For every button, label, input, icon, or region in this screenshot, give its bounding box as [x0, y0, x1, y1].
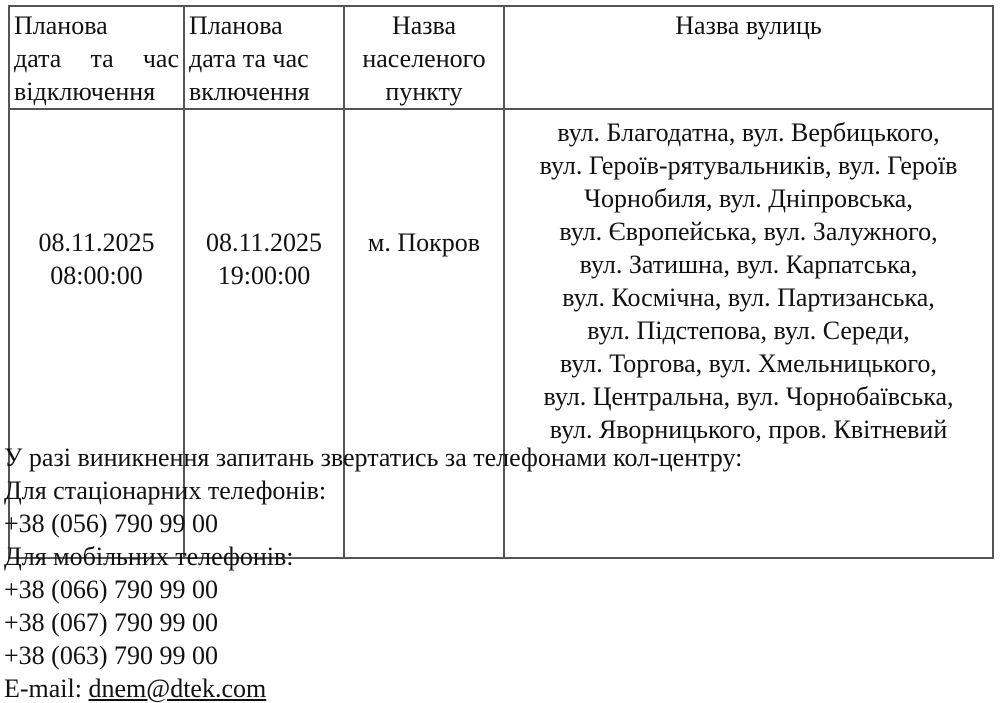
landline-label: Для стаціонарних телефонів: [4, 476, 327, 505]
header-locality-line-3: пункту [385, 77, 463, 106]
streets-line: вул. Благодатна, вул. Вербицького, [557, 118, 940, 147]
table-header-row [9, 6, 993, 109]
header-off-datetime [9, 6, 184, 109]
off-date: 08.11.2025 [38, 228, 155, 257]
email-link[interactable]: dnem@dtek.com [88, 674, 267, 703]
header-off-line-3: відключення [14, 77, 156, 106]
mobile-phone: +38 (067) 790 99 00 [4, 608, 218, 637]
locality-name: м. Покров [367, 228, 481, 257]
streets-line: вул. Центральна, вул. Чорнобаївська, [543, 382, 954, 411]
streets-line: вул. Космічна, вул. Партизанська, [562, 283, 935, 312]
contact-intro: У разі виникнення запитань звертатись за телефонами кол-центру: [4, 443, 743, 472]
header-off-line-1: Планова [14, 11, 108, 40]
streets-line: вул. Європейська, вул. Залужного, [559, 217, 938, 246]
email-label: E-mail: [4, 674, 89, 703]
header-locality-line-1: Назва [391, 11, 457, 40]
header-locality-line-2: населеного [362, 44, 486, 73]
header-on-line-3: включення [189, 77, 310, 106]
streets-line: Чорнобиля, вул. Дніпровська, [584, 184, 913, 213]
header-on-datetime [184, 6, 344, 109]
streets-line: вул. Героїв-рятувальників, вул. Героїв [539, 151, 958, 180]
streets-line: вул. Яворницького, пров. Квітневий [549, 415, 948, 444]
landline-phone: +38 (056) 790 99 00 [4, 509, 218, 538]
mobile-phone: +38 (066) 790 99 00 [4, 575, 218, 604]
header-streets: Назва вулиць [504, 6, 993, 109]
streets-line: вул. Підстепова, вул. Середи, [587, 316, 910, 345]
streets-line: вул. Торгова, вул. Хмельницького, [560, 349, 937, 378]
off-time: 08:00:00 [50, 261, 143, 290]
email-row [4, 672, 742, 703]
header-locality [344, 6, 504, 109]
on-date: 08.11.2025 [205, 228, 323, 257]
header-on-line-2: дата та час [189, 44, 309, 73]
mobile-label: Для мобільних телефонів: [4, 542, 294, 571]
streets-line: вул. Затишна, вул. Карпатська, [579, 250, 918, 279]
header-off-line-2: дата та час [14, 44, 179, 73]
on-time: 19:00:00 [217, 261, 311, 290]
contact-info [4, 441, 742, 703]
header-on-line-1: Планова [189, 11, 283, 40]
mobile-phone: +38 (063) 790 99 00 [4, 641, 218, 670]
